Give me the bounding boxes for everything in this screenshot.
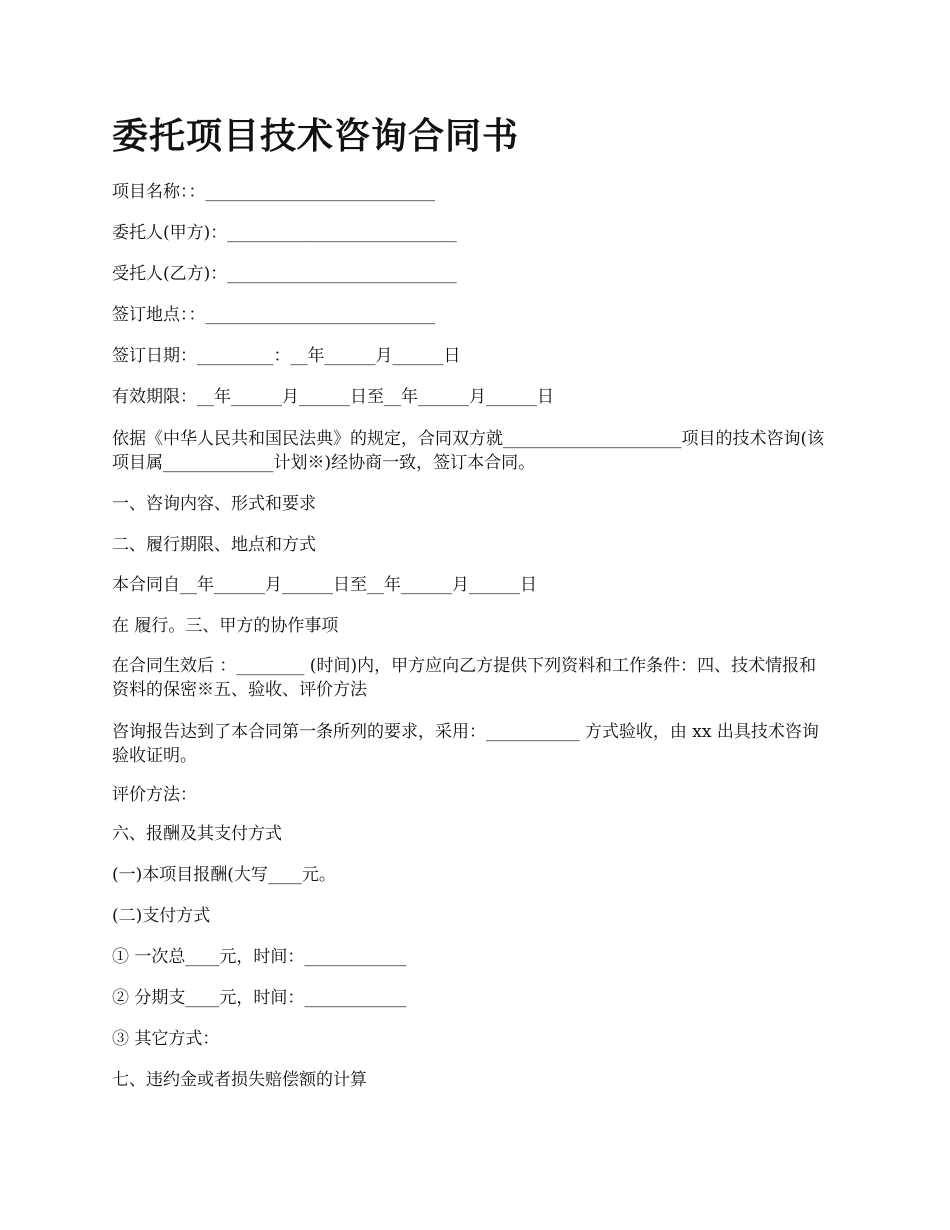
intro-paragraph: 依据《中华人民共和国民法典》的规定，合同双方就_____________________项目的技术咨询(该项目属_____________计划※)经协商一致，签订本合同。	[112, 429, 825, 473]
validity-field: 有效期限：__年______月______日至__年______月______日	[112, 387, 554, 407]
project-name-field: 项目名称：：___________________________	[112, 182, 435, 202]
payment-heading: (二)支付方式	[112, 906, 211, 926]
payment-option-2: ② 分期支____元，时间：____________	[112, 988, 407, 1008]
term-line: 本合同自__年______月______日至__年______月______日	[112, 575, 537, 595]
sign-date-field: 签订日期：_________：__年______月______日	[112, 346, 461, 366]
consultant-field: 受托人(乙方)：___________________________	[112, 264, 457, 284]
performance-line: 在 履行。三、甲方的协作事项	[112, 616, 339, 636]
client-field: 委托人(甲方)：___________________________	[112, 223, 457, 243]
evaluation-line: 评价方法：	[112, 785, 197, 805]
section-6-heading: 六、报酬及其支付方式	[112, 824, 282, 844]
payment-option-3: ③ 其它方式：	[112, 1029, 220, 1049]
remuneration-line: (一)本项目报酬(大写____元。	[112, 865, 336, 885]
payment-option-1: ① 一次总____元，时间：____________	[112, 947, 407, 967]
section-2-heading: 二、履行期限、地点和方式	[112, 535, 316, 555]
cooperation-paragraph: 在合同生效后 ：________ (时间)内，甲方应向乙方提供下列资料和工作条件：四、技术情报和资料的保密※五、验收、评价方法	[112, 656, 817, 700]
document-title: 委托项目技术咨询合同书	[112, 115, 520, 157]
acceptance-paragraph: 咨询报告达到了本合同第一条所列的要求，采用：___________ 方式验收，由 xx 出具技术咨询验收证明。	[112, 722, 819, 766]
sign-place-field: 签订地点：：___________________________	[112, 305, 435, 325]
section-1-heading: 一、咨询内容、形式和要求	[112, 494, 316, 514]
section-7-heading: 七、违约金或者损失赔偿额的计算	[112, 1070, 367, 1090]
